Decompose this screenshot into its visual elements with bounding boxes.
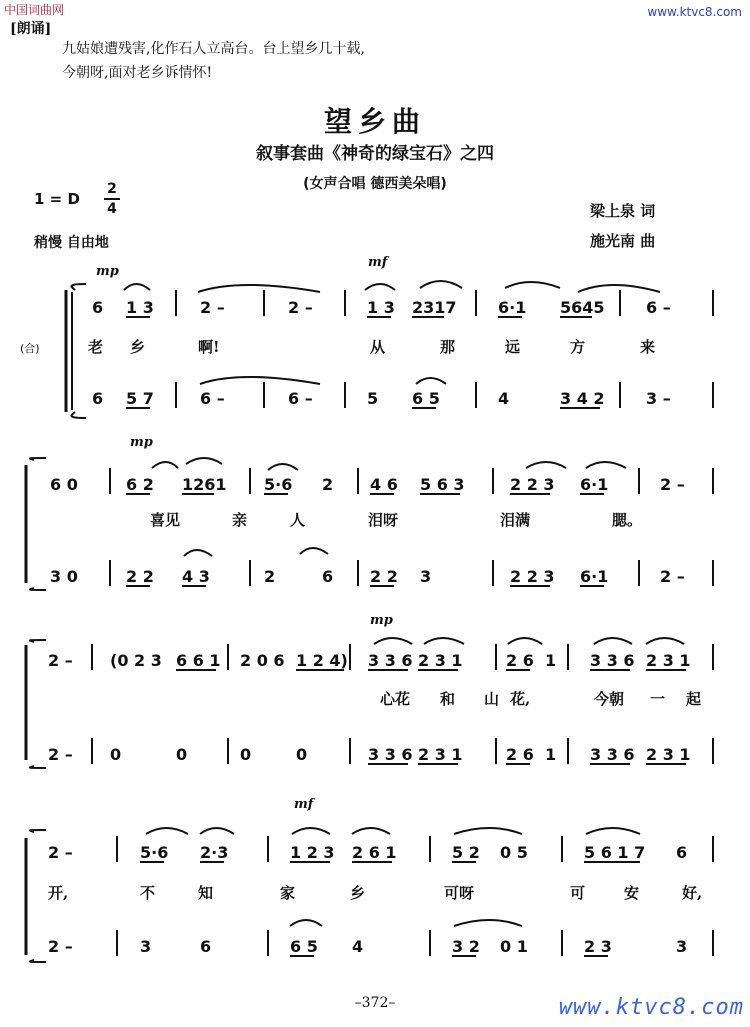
lyric-syllable: 啊! (198, 338, 220, 356)
watermark-top-left: 中国词曲网 (4, 3, 65, 17)
lyric-syllable: 泪满 (500, 511, 531, 529)
lyric-syllable: 喜见 (150, 511, 181, 529)
lyric-syllable: 今朝 (594, 690, 625, 708)
upper-voice-note-group: 2 – (48, 843, 73, 862)
key-signature: 1 = D (34, 190, 80, 208)
lyric-syllable: 好, (682, 884, 703, 902)
lyric-syllable: 乡 (350, 884, 366, 902)
lower-voice-note-group: 2 3 (584, 937, 612, 956)
lower-voice-note-group: 2 3 1 (646, 745, 691, 764)
lyric-syllable: 腮。 (612, 511, 643, 529)
lyric-syllable: 知 (198, 884, 214, 902)
lower-voice-note-group: 3 4 2 (560, 389, 605, 408)
upper-voice-note-group: 1 3 (126, 298, 154, 317)
lyric-syllable: 远 (505, 338, 521, 356)
upper-voice-note-group: 0 5 (500, 843, 528, 862)
upper-voice-note-group: 6 2 (126, 475, 154, 494)
upper-voice-note-group: 4 6 (370, 475, 398, 494)
lyric-syllable: 开, (48, 884, 69, 902)
lyric-syllable: 亲 (232, 511, 248, 529)
upper-voice-note-group: 2 (322, 475, 334, 494)
recitation-label: [朗诵] (10, 21, 52, 37)
upper-voice-note-group: 6·1 (498, 298, 527, 317)
lower-voice-note-group: 4 (352, 937, 364, 956)
upper-voice-note-group: 1 2 3 (290, 843, 335, 862)
lyric-syllable: 不 (140, 884, 156, 902)
upper-voice-note-group: 2·3 (200, 843, 229, 862)
upper-voice-note-group: 5645 (560, 298, 605, 317)
lower-voice-note-group: 6·1 (580, 567, 609, 586)
lower-voice-note-group: 5 7 (126, 389, 154, 408)
upper-voice-note-group: 6 (676, 843, 688, 862)
lower-voice-note-group: 2 – (660, 567, 685, 586)
watermark-bottom: www.ktvc8.com (558, 995, 744, 1020)
lyric-syllable: 起 (686, 690, 702, 708)
upper-voice-note-group: 3 3 6 (368, 651, 413, 670)
performer-note: (女声合唱 德西美朵唱) (303, 176, 447, 192)
lyric-syllable: 可呀 (444, 884, 475, 902)
lyric-syllable: 从 (370, 338, 386, 356)
composer-credit: 施光南 曲 (590, 232, 656, 250)
time-signature-bottom: 4 (107, 201, 117, 217)
lyric-syllable: 和 (440, 690, 456, 708)
upper-voice-note-group: 5 6 3 (420, 475, 465, 494)
upper-voice-note-group: 2 2 3 (510, 475, 555, 494)
upper-voice-note-group: 6 6 1 (176, 651, 221, 670)
lyric-syllable: 老 (88, 338, 104, 356)
lyric-syllable: 方 (570, 338, 586, 356)
lower-voice-note-group: 0 1 (500, 937, 528, 956)
lyric-syllable: 心花 (380, 690, 411, 708)
lower-voice-note-group: 3 3 6 (590, 745, 635, 764)
lyric-syllable: 乡 (130, 338, 146, 356)
upper-voice-note-group: 1261 (182, 475, 227, 494)
lower-voice-note-group: 2 6 (506, 745, 534, 764)
lyric-syllable: 人 (290, 511, 306, 529)
lyricist-credit: 梁上泉 词 (590, 202, 656, 220)
upper-voice-note-group: 2 – (200, 298, 225, 317)
lower-voice-note-group: 0 (176, 745, 188, 764)
upper-voice-note-group: 2 – (288, 298, 313, 317)
dynamic-marking: mp (96, 264, 119, 279)
lower-voice-note-group: 2 2 (370, 567, 398, 586)
upper-voice-note-group: 5·6 (140, 843, 169, 862)
recitation-line-2: 今朝呀,面对老乡诉情怀! (62, 65, 213, 81)
part-label: (合) (20, 342, 40, 355)
lyric-syllable: 家 (280, 884, 296, 902)
upper-voice-note-group: 1 3 (367, 298, 395, 317)
lower-voice-note-group: 6 (92, 389, 104, 408)
lyric-syllable: 泪呀 (368, 511, 399, 529)
upper-voice-note-group: 2 3 1 (646, 651, 691, 670)
upper-voice-note-group: 6 (92, 298, 104, 317)
lower-voice-note-group: 2 – (48, 745, 73, 764)
lower-voice-note-group: 0 (296, 745, 308, 764)
lower-voice-note-group: 6 5 (412, 389, 440, 408)
lower-voice-note-group: 2 – (48, 937, 73, 956)
lyric-syllable: 来 (640, 338, 656, 356)
lower-voice-note-group: 3 0 (50, 567, 78, 586)
lower-voice-note-group: 3 (420, 567, 432, 586)
lower-voice-note-group: 3 (676, 937, 688, 956)
dynamic-marking: mf (294, 797, 314, 812)
lower-voice-note-group: 6 – (200, 389, 225, 408)
upper-voice-note-group: (0 2 3 (110, 651, 162, 670)
time-signature-top: 2 (107, 181, 117, 197)
score-notes-and-lyrics (20, 255, 702, 956)
upper-voice-note-group: 2 0 6 (240, 651, 285, 670)
lower-voice-note-group: 0 (110, 745, 122, 764)
lower-voice-note-group: 6 (322, 567, 334, 586)
upper-voice-note-group: 1 (545, 651, 557, 670)
lower-voice-note-group: 2 (264, 567, 276, 586)
lower-voice-note-group: 2 3 1 (418, 745, 463, 764)
upper-voice-note-group: 6·1 (580, 475, 609, 494)
lower-voice-note-group: 2 2 3 (510, 567, 555, 586)
lyric-syllable: 安 (624, 884, 640, 902)
upper-voice-note-group: 2 – (48, 651, 73, 670)
dynamic-marking: mp (370, 613, 393, 628)
upper-voice-note-group: 5 2 (452, 843, 480, 862)
upper-voice-note-group: 2 – (660, 475, 685, 494)
lower-voice-note-group: 3 2 (452, 937, 480, 956)
lyric-syllable: 山 (484, 690, 500, 708)
upper-voice-note-group: 2 6 1 (352, 843, 397, 862)
upper-voice-note-group: 5·6 (264, 475, 293, 494)
lower-voice-note-group: 3 3 6 (368, 745, 413, 764)
lower-voice-note-group: 4 3 (182, 567, 210, 586)
upper-voice-note-group: 6 0 (50, 475, 78, 494)
tempo-marking: 稍慢 自由地 (34, 235, 109, 251)
lower-voice-note-group: 0 (240, 745, 252, 764)
lower-voice-note-group: 6 – (288, 389, 313, 408)
lyric-syllable: 那 (440, 338, 456, 356)
upper-voice-note-group: 2317 (412, 298, 457, 317)
upper-voice-note-group: 2 3 1 (418, 651, 463, 670)
upper-voice-note-group: 1 2 4) (296, 651, 348, 670)
dynamic-marking: mp (130, 435, 153, 450)
recitation-line-1: 九姑娘遭残害,化作石人立高台。台上望乡几十载, (62, 41, 365, 57)
lyric-syllable: 可 (570, 884, 586, 902)
song-title: 望乡曲 (323, 105, 426, 138)
lower-voice-note-group: 3 – (646, 389, 671, 408)
lower-voice-note-group: 1 (545, 745, 557, 764)
song-subtitle: 叙事套曲《神奇的绿宝石》之四 (256, 144, 494, 164)
dynamic-marking: mf (368, 255, 388, 270)
upper-voice-note-group: 2 6 (506, 651, 534, 670)
upper-voice-note-group: 3 3 6 (590, 651, 635, 670)
page-number: –372– (354, 995, 396, 1011)
watermark-top-right: www.ktvc8.com (647, 5, 742, 19)
lower-voice-note-group: 2 2 (126, 567, 154, 586)
lyric-syllable: 花, (510, 690, 531, 708)
upper-voice-note-group: 5 6 1 7 (584, 843, 646, 862)
lyric-syllable: 一 (650, 690, 666, 708)
lower-voice-note-group: 4 (498, 389, 510, 408)
lower-voice-note-group: 5 (367, 389, 379, 408)
lower-voice-note-group: 6 (200, 937, 212, 956)
lower-voice-note-group: 3 (140, 937, 152, 956)
upper-voice-note-group: 6 – (646, 298, 671, 317)
lower-voice-note-group: 6 5 (290, 937, 318, 956)
